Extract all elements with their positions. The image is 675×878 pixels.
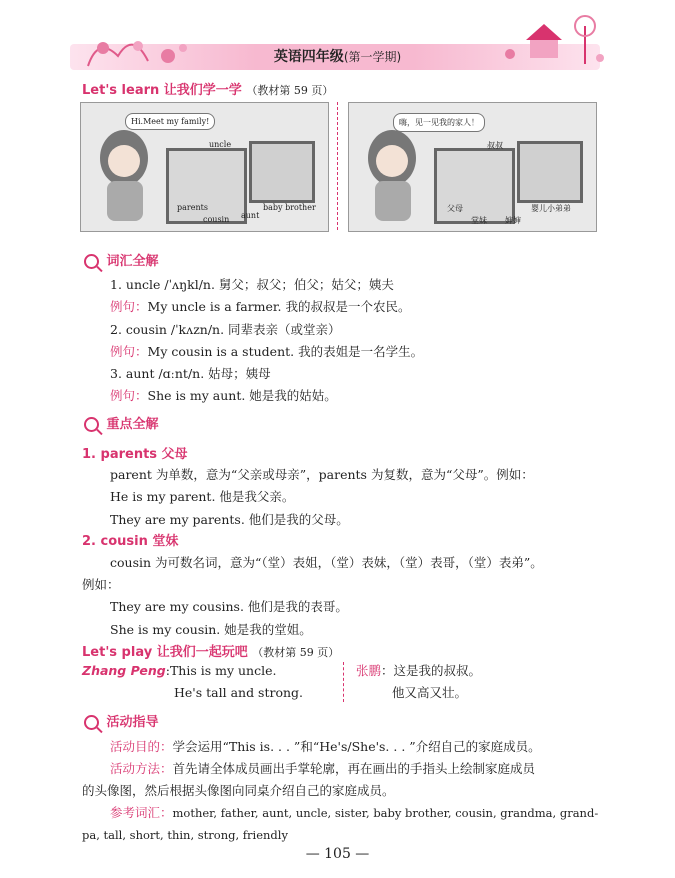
vocab-entry-aunt: 3. aunt /ɑːnt/n. 姑母；姨母 — [110, 366, 271, 381]
speaker-cn: 张鹏 — [356, 663, 382, 678]
dialogue-en-line2: He's tall and strong. — [174, 685, 304, 700]
vocab-example-cousin: 例句：My cousin is a student. 我的表姐是一名学生。 — [110, 344, 424, 359]
vocab-example-uncle: 例句：My uncle is a farmer. 我的叔叔是一个农民。 — [110, 299, 411, 314]
activity-purpose: 活动目的：学会运用“This is. . . ”和“He's/She's. . . ”介绍自己的家庭成员。 — [110, 739, 541, 754]
speech-bubble-en: Hi.Meet my family! — [125, 113, 215, 130]
point-parents-line: They are my parents. 他们是我的父母。 — [110, 512, 349, 527]
family-picture-chinese — [348, 102, 597, 232]
point-parents-line: He is my parent. 他是我父亲。 — [110, 489, 295, 504]
label-uncle-cn: 叔叔 — [487, 141, 503, 150]
activity-method-line1: 活动方法：首先请全体成员画出手掌轮廓，再在画出的手指头上绘制家庭成员 — [110, 761, 536, 776]
point-cousin-line: They are my cousins. 他们是我的表哥。 — [110, 599, 348, 614]
label-baby-brother: baby brother — [263, 203, 316, 212]
girl-illustration-icon — [89, 123, 159, 223]
point-cousin-head: 2. cousin 堂妹 — [82, 534, 179, 549]
page-number: — 105 — — [305, 846, 370, 862]
header-subtitle: (第一学期) — [343, 50, 402, 64]
vocab-title: 词汇全解 — [106, 254, 159, 269]
vocab-entry-uncle: 1. uncle /ˈʌŋkl/n. 舅父；叔父；伯父；姑父；姨夫 — [110, 277, 394, 292]
label-aunt: aunt — [241, 211, 260, 220]
label-parents-cn: 父母 — [447, 204, 463, 213]
key-points-title: 重点全解 — [106, 417, 159, 432]
label-cousin: cousin — [203, 215, 230, 224]
magnifier-icon — [84, 417, 99, 432]
label-baby-brother-cn: 婴儿小弟弟 — [531, 204, 571, 213]
key-points-heading — [84, 413, 159, 432]
dialogue-cn-line2: 他又高又壮。 — [392, 685, 468, 700]
activity-words-line1: 参考词汇：mother, father, aunt, uncle, sister, baby brother, cousin, grandma, grand- — [110, 805, 599, 820]
lets-learn-ref: （教材第 59 页） — [246, 84, 334, 97]
dialogue-divider — [343, 662, 344, 702]
family-picture-english — [80, 102, 329, 232]
point-cousin-line: cousin 为可数名词，意为“（堂）表姐，（堂）表妹，（堂）表哥，（堂）表弟”。 — [110, 555, 543, 570]
magnifier-icon — [84, 254, 99, 269]
magnifier-icon — [84, 715, 99, 730]
point-parents-line: parent 为单数，意为“父亲或母亲”，parents 为复数，意为“父母”。例如： — [110, 467, 534, 482]
activity-title: 活动指导 — [106, 715, 159, 730]
speech-bubble-cn: 嗨，见一见我的家人！ — [393, 113, 485, 132]
point-cousin-line: She is my cousin. 她是我的堂姐。 — [110, 622, 312, 637]
label-parents: parents — [177, 203, 208, 212]
lets-learn-heading — [82, 79, 333, 98]
page-header — [0, 44, 675, 70]
point-parents-head: 1. parents 父母 — [82, 447, 188, 462]
lets-play-heading — [82, 641, 339, 660]
lets-play-ref: （教材第 59 页） — [252, 646, 340, 659]
activity-method-line2: 的头像图，然后根据头像图向同桌介绍自己的家庭成员。 — [82, 783, 395, 798]
picture-divider — [337, 102, 338, 230]
speaker-en: Zhang Peng — [82, 663, 166, 678]
photo-frame-right — [249, 141, 315, 203]
point-cousin-line: 例如： — [82, 577, 120, 592]
label-cousin-cn: 堂妹 — [471, 216, 487, 225]
vocab-entry-cousin: 2. cousin /ˈkʌzn/n. 同辈表亲（或堂亲） — [110, 322, 341, 337]
activity-words-line2: pa, tall, short, thin, strong, friendly — [82, 828, 288, 842]
activity-heading — [84, 711, 159, 730]
lets-play-title: Let's play 让我们一起玩吧 — [82, 645, 248, 660]
photo-frame-right — [517, 141, 583, 203]
vocab-heading — [84, 250, 159, 269]
vocab-example-aunt: 例句：She is my aunt. 她是我的姑姑。 — [110, 388, 337, 403]
header-title: 英语四年级 — [273, 49, 344, 65]
dialogue-en-line1: Zhang Peng:This is my uncle. — [82, 663, 277, 678]
girl-illustration-icon — [357, 123, 427, 223]
photo-frame-left — [166, 148, 247, 224]
label-aunt-cn: 婶婶 — [505, 216, 521, 225]
lets-learn-title: Let's learn 让我们学一学 — [82, 83, 242, 98]
dialogue-cn-line1: 张鹏：这是我的叔叔。 — [356, 663, 482, 678]
label-uncle: uncle — [209, 140, 232, 149]
